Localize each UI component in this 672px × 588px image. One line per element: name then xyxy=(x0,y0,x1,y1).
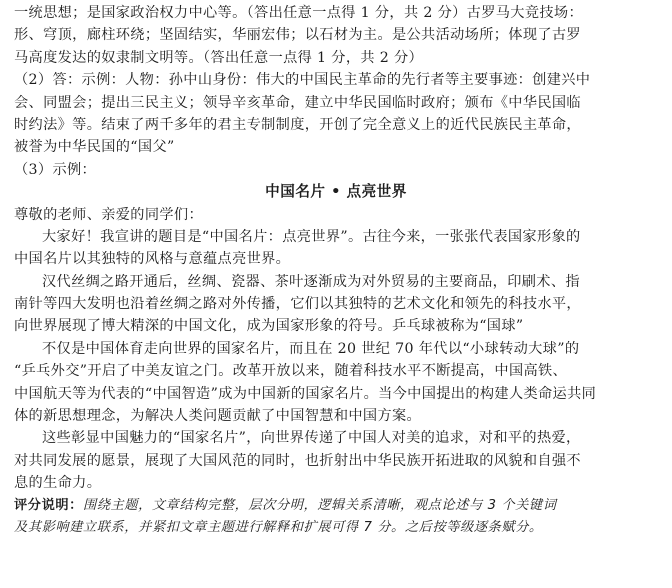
text-line: 向世界展现了博大精深的中国文化，成为国家形象的符号。乒乓球被称为“国球” xyxy=(14,318,524,335)
text-line: “乒乓外交”开启了中美友谊之门。改革开放以来，随着科技水平不断提高，中国高铁、 xyxy=(14,363,568,380)
text-line: 中国名片以其独特的风格与意蕴点亮世界。 xyxy=(14,251,291,268)
text-line: 大家好！我宣讲的题目是“中国名片：点亮世界”。古往今来，一张张代表国家形象的 xyxy=(42,228,581,245)
text-line: 汉代丝绸之路开通后，丝绸、瓷器、茶叶逐渐成为对外贸易的主要商品，印刷术、指 xyxy=(42,273,580,290)
text-line: 南针等四大发明也沿着丝绸之路对外传播，它们以其独特的艺术文化和领先的科技水平， xyxy=(14,296,581,313)
text-line: 被誉为中华民国的“国父” xyxy=(14,139,175,156)
text-line: 会、同盟会；提出三民主义；领导辛亥革命，建立中华民国临时政府；颁布《中华民国临 xyxy=(14,94,581,111)
essay-title: 中国名片 • 点亮世界 xyxy=(265,183,407,201)
text-line: 息的生命力。 xyxy=(14,475,102,492)
salutation: 尊敬的老师、亲爱的同学们： xyxy=(14,206,203,223)
text-line: （2）答：示例：人物：孙中山身份：伟大的中国民主革命的先行者等主要事迹：创建兴中 xyxy=(14,72,591,89)
scoring-line: 及其影响建立联系，并紧扣文章主题进行解释和扩展可得 7 分。之后按等级逐条赋分。 xyxy=(14,519,543,535)
text-line: 时约法》等。结束了两千多年的君主专制制度，开创了完全意义上的近代民族民主革命， xyxy=(14,116,581,133)
text-line: 不仅是中国体育走向世界的国家名片，而且在 20 世纪 70 年代以“小球转动大球”的 xyxy=(42,340,580,357)
scoring-line xyxy=(14,495,658,517)
text-line: 体的新思想理念，为解决人类问题贡献了中国智慧和中国方案。 xyxy=(14,408,422,425)
text-line: 中国航天等为代表的“中国智造”成为中国新的国家名片。当今中国提出的构建人类命运共同 xyxy=(14,385,597,402)
section-label: （3）示例： xyxy=(14,161,97,178)
text-line: 一统思想；是国家政治权力中心等。（答出任意一点得 1 分，共 2 分）古罗马大竞技场： xyxy=(14,5,583,21)
text-line: 这些彰显中国魅力的“国家名片”，向世界传递了中国人对美的追求，对和平的热爱， xyxy=(42,430,581,447)
text-line: 马高度发达的奴隶制文明等。（答出任意一点得 1 分，共 2 分） xyxy=(14,49,424,66)
scoring-label: 评分说明： xyxy=(14,497,83,513)
scoring-text: 围绕主题，文章结构完整，层次分明，逻辑关系清晰，观点论述与 3 个关键词 xyxy=(82,497,557,513)
text-line: 形、穹顶，廊柱环绕；坚固结实，华丽宏伟；以石材为主。是公共活动场所；体现了古罗 xyxy=(14,27,581,44)
text-line: 对共同发展的愿景，展现了大国风范的同时，也折射出中华民族开拓进取的风貌和自强不 xyxy=(14,452,581,469)
